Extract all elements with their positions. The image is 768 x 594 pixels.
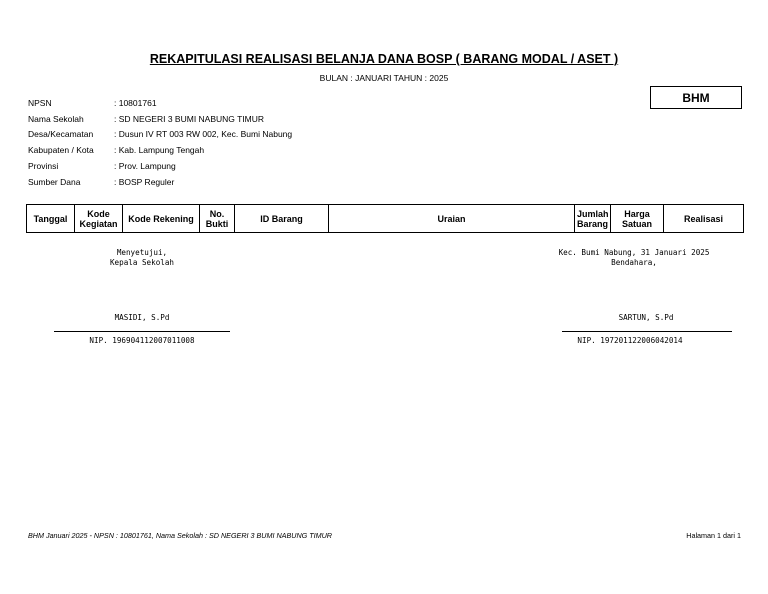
info-label: NPSN (28, 97, 52, 108)
info-row-npsn (28, 95, 292, 111)
col-header-description: Uraian (329, 205, 575, 233)
info-row-regency (28, 142, 292, 158)
info-row-school-name (28, 111, 292, 127)
expenditure-table (26, 204, 744, 233)
info-row-village (28, 127, 292, 143)
col-header-item-id: ID Barang (235, 205, 329, 233)
info-value: : BOSP Reguler (114, 176, 175, 187)
info-value: : Prov. Lampung (114, 161, 176, 172)
info-row-funding-source (28, 174, 292, 190)
info-label: Provinsi (28, 161, 59, 172)
col-header-account-code: Kode Rekening (123, 205, 200, 233)
col-header-activity-code: Kode Kegiatan (75, 205, 123, 233)
principal-title: Kepala Sekolah (109, 258, 174, 267)
treasurer-signature-line (562, 331, 732, 332)
approval-caption: Menyetujui, (116, 248, 168, 257)
col-header-quantity: Jumlah Barang (575, 205, 611, 233)
place-date: Kec. Bumi Nabung, 31 Januari 2025 (558, 248, 710, 257)
treasurer-title: Bendahara, (611, 258, 657, 267)
col-header-receipt-no: No. Bukti (200, 205, 235, 233)
info-row-province (28, 158, 292, 174)
treasurer-name: SARTUN, S.Pd (618, 313, 674, 322)
col-header-date: Tanggal (27, 205, 75, 233)
info-value: : Dusun IV RT 003 RW 002, Kec. Bumi Nabung (114, 129, 293, 140)
document-title: REKAPITULASI REALISASI BELANJA DANA BOSP ( BARANG MODAL / ASET ) (149, 52, 619, 66)
info-value: : Kab. Lampung Tengah (114, 145, 205, 156)
footer-page-number: Halaman 1 dari 1 (686, 531, 741, 540)
info-value: : 10801761 (114, 97, 157, 108)
info-label: Kabupaten / Kota (28, 145, 94, 156)
principal-name: MASIDI, S.Pd (114, 313, 170, 322)
table-header-row (27, 205, 744, 233)
report-code-badge: BHM (650, 86, 742, 109)
footer-document-info: BHM Januari 2025 - NPSN : 10801761, Nama Sekolah : SD NEGERI 3 BUMI NABUNG TIMUR (28, 531, 332, 540)
principal-nip: NIP. 196904112007011008 (89, 336, 195, 345)
col-header-realization: Realisasi (664, 205, 744, 233)
col-header-unit-price: Harga Satuan (611, 205, 664, 233)
school-info (28, 95, 292, 190)
info-label: Sumber Dana (28, 176, 81, 187)
treasurer-nip: NIP. 197201122006042014 (577, 336, 683, 345)
info-label: Desa/Kecamatan (28, 129, 94, 140)
principal-signature-line (54, 331, 230, 332)
document-period: BULAN : JANUARI TAHUN : 2025 (319, 73, 449, 83)
info-value: : SD NEGERI 3 BUMI NABUNG TIMUR (114, 113, 265, 124)
info-label: Nama Sekolah (28, 113, 84, 124)
